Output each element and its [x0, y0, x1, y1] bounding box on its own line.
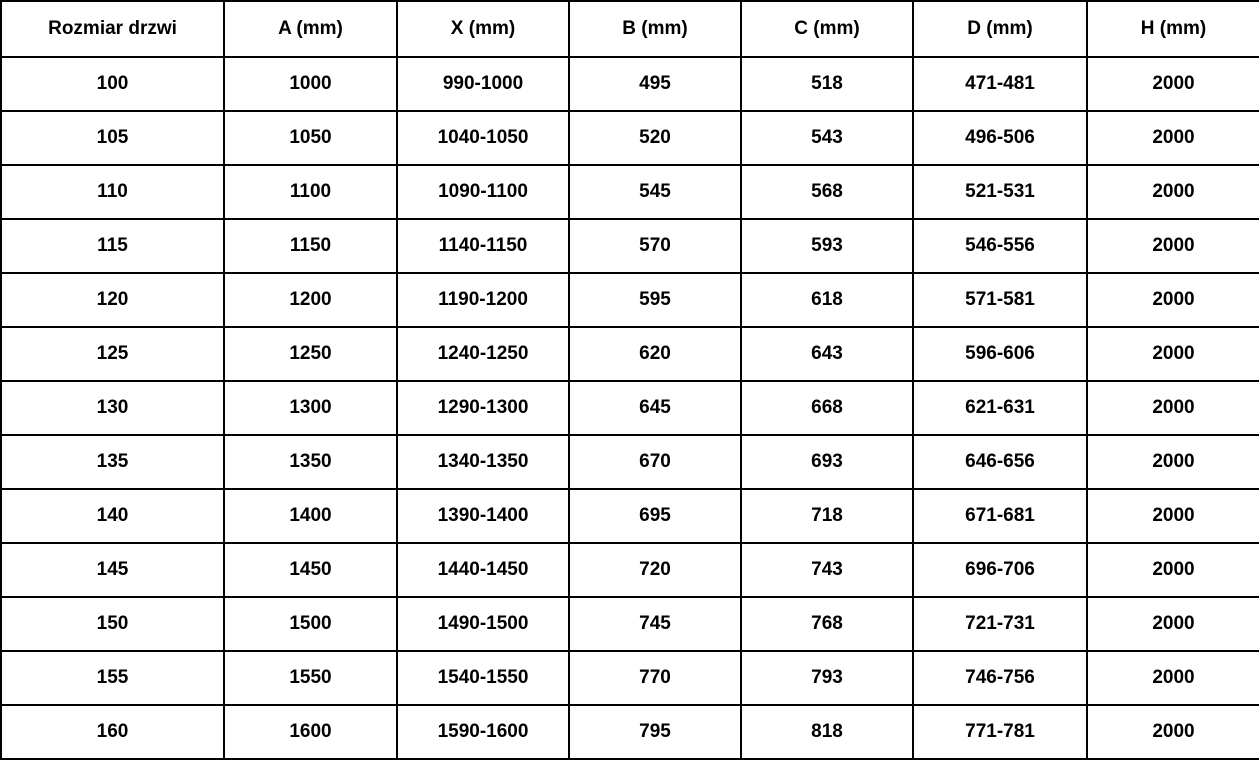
- cell-x: 1090-1100: [397, 165, 569, 219]
- cell-b: 595: [569, 273, 741, 327]
- cell-door-size: 120: [1, 273, 224, 327]
- cell-door-size: 115: [1, 219, 224, 273]
- cell-h: 2000: [1087, 435, 1259, 489]
- column-header-d: D (mm): [913, 1, 1087, 57]
- cell-h: 2000: [1087, 381, 1259, 435]
- cell-h: 2000: [1087, 705, 1259, 759]
- cell-c: 818: [741, 705, 913, 759]
- cell-x: 1190-1200: [397, 273, 569, 327]
- cell-door-size: 135: [1, 435, 224, 489]
- cell-b: 520: [569, 111, 741, 165]
- table-header-row: [1, 1, 1259, 57]
- cell-d: 621-631: [913, 381, 1087, 435]
- cell-a: 1050: [224, 111, 397, 165]
- cell-c: 693: [741, 435, 913, 489]
- cell-h: 2000: [1087, 543, 1259, 597]
- cell-h: 2000: [1087, 597, 1259, 651]
- table-row: [1, 219, 1259, 273]
- cell-c: 718: [741, 489, 913, 543]
- cell-x: 1290-1300: [397, 381, 569, 435]
- cell-h: 2000: [1087, 111, 1259, 165]
- cell-x: 1390-1400: [397, 489, 569, 543]
- cell-door-size: 150: [1, 597, 224, 651]
- cell-c: 568: [741, 165, 913, 219]
- table-row: [1, 381, 1259, 435]
- cell-d: 771-781: [913, 705, 1087, 759]
- table-row: [1, 327, 1259, 381]
- cell-b: 570: [569, 219, 741, 273]
- column-header-b: B (mm): [569, 1, 741, 57]
- cell-h: 2000: [1087, 273, 1259, 327]
- column-header-h: H (mm): [1087, 1, 1259, 57]
- cell-h: 2000: [1087, 327, 1259, 381]
- cell-door-size: 145: [1, 543, 224, 597]
- column-header-c: C (mm): [741, 1, 913, 57]
- cell-b: 620: [569, 327, 741, 381]
- cell-a: 1250: [224, 327, 397, 381]
- cell-door-size: 105: [1, 111, 224, 165]
- cell-door-size: 100: [1, 57, 224, 111]
- cell-b: 545: [569, 165, 741, 219]
- table-row: [1, 57, 1259, 111]
- cell-door-size: 130: [1, 381, 224, 435]
- column-header-a: A (mm): [224, 1, 397, 57]
- table-row: [1, 273, 1259, 327]
- cell-x: 1340-1350: [397, 435, 569, 489]
- table-row: [1, 543, 1259, 597]
- table-row: [1, 597, 1259, 651]
- cell-d: 671-681: [913, 489, 1087, 543]
- cell-a: 1000: [224, 57, 397, 111]
- cell-a: 1300: [224, 381, 397, 435]
- cell-a: 1600: [224, 705, 397, 759]
- cell-b: 645: [569, 381, 741, 435]
- cell-h: 2000: [1087, 651, 1259, 705]
- cell-door-size: 160: [1, 705, 224, 759]
- cell-door-size: 140: [1, 489, 224, 543]
- cell-x: 1490-1500: [397, 597, 569, 651]
- cell-a: 1400: [224, 489, 397, 543]
- table-header: [1, 1, 1259, 57]
- cell-d: 696-706: [913, 543, 1087, 597]
- cell-a: 1550: [224, 651, 397, 705]
- cell-d: 521-531: [913, 165, 1087, 219]
- cell-a: 1100: [224, 165, 397, 219]
- cell-h: 2000: [1087, 165, 1259, 219]
- cell-x: 990-1000: [397, 57, 569, 111]
- cell-d: 646-656: [913, 435, 1087, 489]
- cell-c: 768: [741, 597, 913, 651]
- column-header-door-size: Rozmiar drzwi: [1, 1, 224, 57]
- cell-c: 518: [741, 57, 913, 111]
- table-row: [1, 651, 1259, 705]
- cell-c: 668: [741, 381, 913, 435]
- cell-x: 1540-1550: [397, 651, 569, 705]
- cell-b: 745: [569, 597, 741, 651]
- cell-b: 770: [569, 651, 741, 705]
- cell-d: 746-756: [913, 651, 1087, 705]
- cell-b: 670: [569, 435, 741, 489]
- cell-b: 720: [569, 543, 741, 597]
- table-row: [1, 435, 1259, 489]
- table-row: [1, 705, 1259, 759]
- cell-x: 1040-1050: [397, 111, 569, 165]
- cell-h: 2000: [1087, 219, 1259, 273]
- table-row: [1, 165, 1259, 219]
- cell-b: 795: [569, 705, 741, 759]
- cell-b: 695: [569, 489, 741, 543]
- cell-door-size: 110: [1, 165, 224, 219]
- cell-x: 1140-1150: [397, 219, 569, 273]
- cell-d: 496-506: [913, 111, 1087, 165]
- cell-c: 618: [741, 273, 913, 327]
- cell-a: 1200: [224, 273, 397, 327]
- cell-d: 596-606: [913, 327, 1087, 381]
- cell-a: 1450: [224, 543, 397, 597]
- cell-a: 1350: [224, 435, 397, 489]
- cell-d: 471-481: [913, 57, 1087, 111]
- cell-c: 793: [741, 651, 913, 705]
- cell-c: 643: [741, 327, 913, 381]
- cell-d: 721-731: [913, 597, 1087, 651]
- column-header-x: X (mm): [397, 1, 569, 57]
- cell-door-size: 155: [1, 651, 224, 705]
- cell-h: 2000: [1087, 489, 1259, 543]
- cell-a: 1500: [224, 597, 397, 651]
- cell-door-size: 125: [1, 327, 224, 381]
- cell-a: 1150: [224, 219, 397, 273]
- cell-d: 546-556: [913, 219, 1087, 273]
- cell-b: 495: [569, 57, 741, 111]
- cell-d: 571-581: [913, 273, 1087, 327]
- cell-h: 2000: [1087, 57, 1259, 111]
- cell-c: 593: [741, 219, 913, 273]
- table-row: [1, 489, 1259, 543]
- cell-c: 743: [741, 543, 913, 597]
- table-row: [1, 111, 1259, 165]
- cell-x: 1240-1250: [397, 327, 569, 381]
- cell-x: 1440-1450: [397, 543, 569, 597]
- cell-x: 1590-1600: [397, 705, 569, 759]
- table-body: [1, 57, 1259, 759]
- cell-c: 543: [741, 111, 913, 165]
